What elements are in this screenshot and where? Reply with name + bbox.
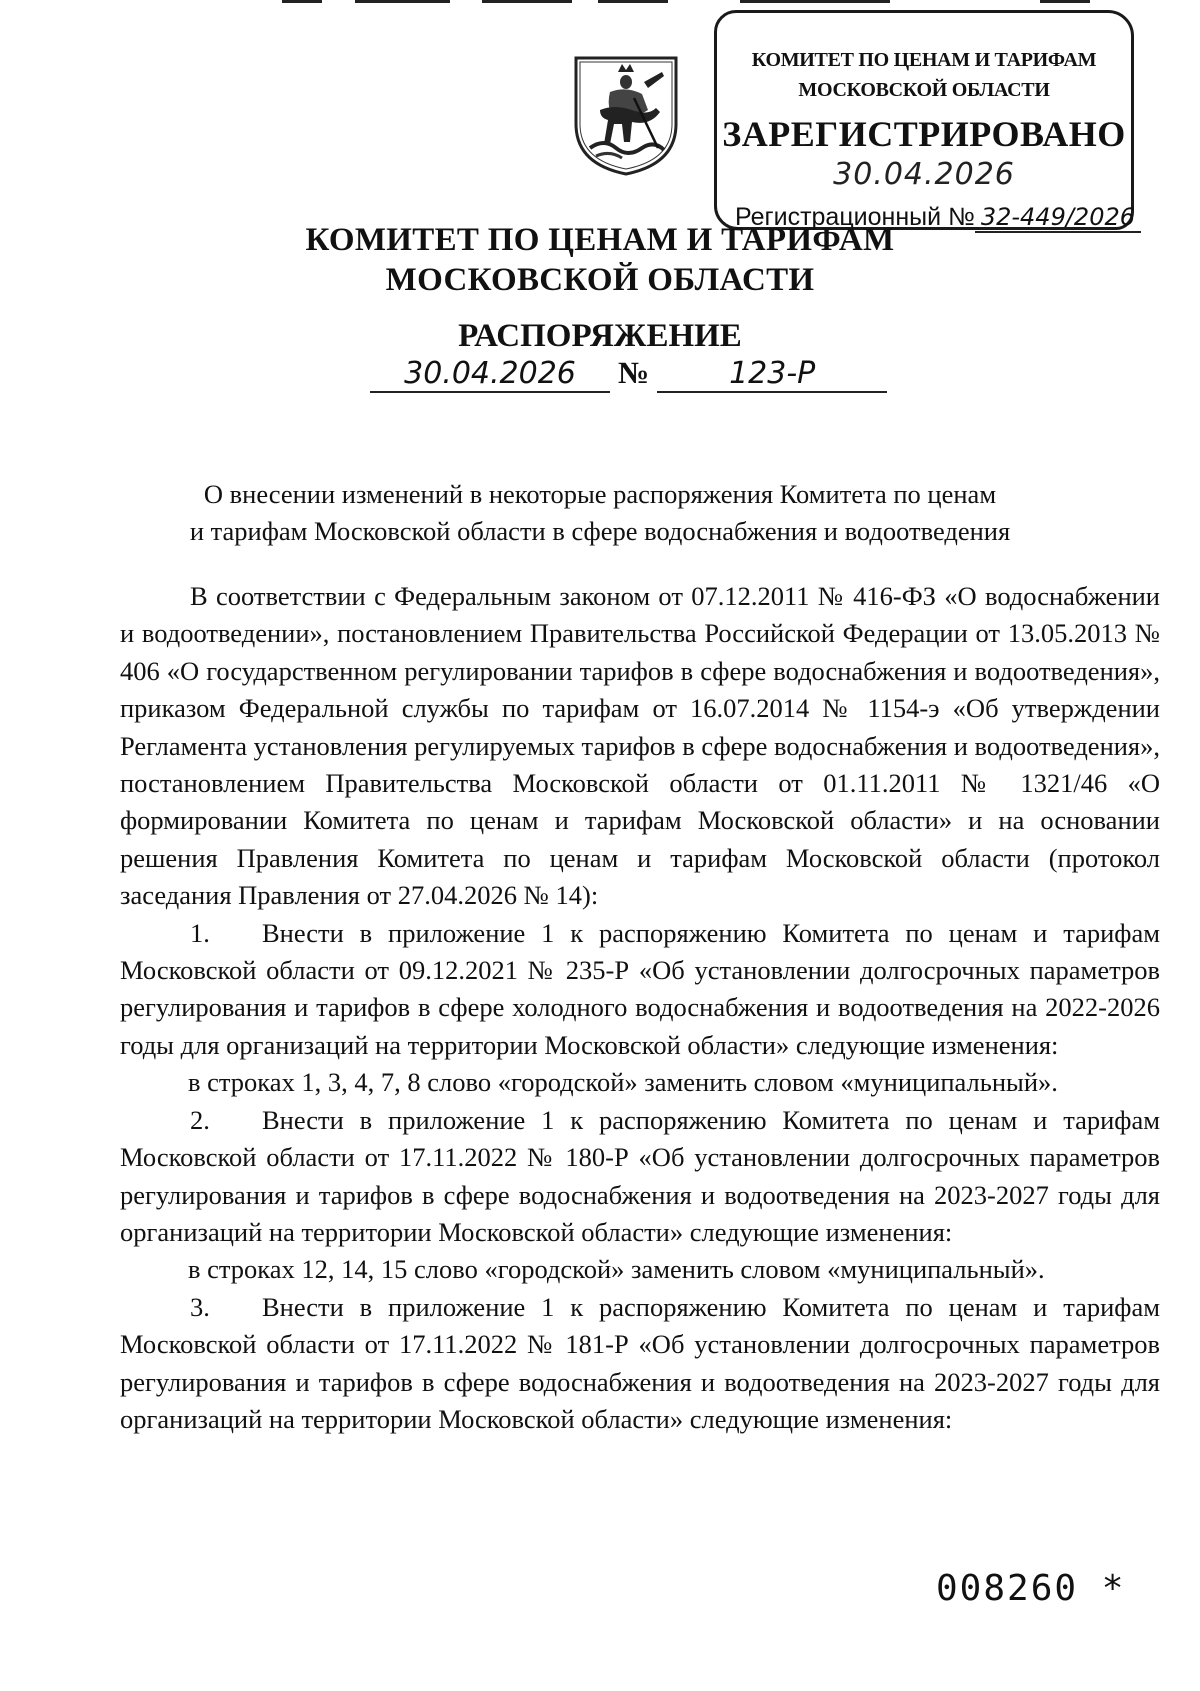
stamp-org-line1: КОМИТЕТ ПО ЦЕНАМ И ТАРИФАМ — [751, 49, 1097, 71]
item-3-paragraph — [120, 1289, 1160, 1439]
registration-stamp — [714, 10, 1134, 230]
document-subject — [0, 476, 1200, 550]
document-date-number-line — [370, 355, 880, 399]
subject-line2: и тарифам Московской области в сфере водоснабжения и водоотведения — [189, 516, 1011, 546]
stamp-date: 30.04.2026 — [833, 157, 1015, 192]
moscow-region-coat-of-arms-icon — [570, 52, 682, 178]
stamp-org-line2: МОСКОВСКОЙ ОБЛАСТИ — [798, 79, 1050, 101]
item-2-text: Внести в приложение 1 к распоряжению Комитета по ценам и тарифам Московской области от 17.11.2022 № 180-Р «Об установлении долгосрочных параметров регулирования и тарифов в сфере водоснабжения и водоотведения на 2023-2027 годы для организаций на территории Московской области» следующие изменения: — [120, 1104, 1160, 1247]
item-3-text: Внести в приложение 1 к распоряжению Комитета по ценам и тарифам Московской области от 17.11.2022 № 181-Р «Об установлении долгосрочных параметров регулирования и тарифов в сфере водоснабжения и водоотведения на 2023-2027 годы для организаций на территории Московской области» следующие изменения: — [120, 1291, 1160, 1434]
item-1-text: Внести в приложение 1 к распоряжению Комитета по ценам и тарифам Московской области от 09.12.2021 № 235-Р «Об установлении долгосрочных параметров регулирования и тарифов в сфере холодного водоснабжения и водоотведения на 2022-2026 годы для организаций на территории Московской области» следующие изменения: — [120, 917, 1160, 1060]
preamble-paragraph: В соответствии с Федеральным законом от 07.12.2011 № 416-ФЗ «О водоснабжении и водоотведении», постановлением Правительства Российской Федерации от 13.05.2013 № 406 «О государственном регулировании тарифов в сфере водоснабжения и водоотведения», приказом Федеральной службы по тарифам от 16.07.2014 № 1154-э «Об утверждении Регламента установления регулируемых тарифов в сфере водоснабжения и водоотведения», постановлением Правительства Московской области от 01.11.2011 № 1321/46 «О формировании Комитета по ценам и тарифам Московской области» и на основании решения Правления Комитета по ценам и тарифам Московской области (протокол заседания Правления от 27.04.2026 № 14): — [120, 581, 1160, 911]
stamp-reg-number: 32-449/2026 — [975, 203, 1141, 233]
item-2-change: в строках 12, 14, 15 слово «городской» заменить словом «муниципальный». — [188, 1254, 1045, 1285]
org-title-line1: КОМИТЕТ ПО ЦЕНАМ И ТАРИФАМ — [305, 222, 895, 258]
document-number: 123-Р — [657, 356, 887, 393]
item-1-number: 1. — [190, 917, 210, 948]
subject-line1: О внесении изменений в некоторые распоряжения Комитета по ценам — [203, 479, 997, 509]
item-1-paragraph — [120, 915, 1160, 1065]
item-3-number: 3. — [190, 1291, 210, 1322]
item-2-paragraph — [120, 1102, 1160, 1252]
stamp-reg-label: Регистрационный № — [735, 203, 975, 231]
stamp-status: ЗАРЕГИСТРИРОВАНО — [722, 114, 1126, 154]
item-2-number: 2. — [190, 1104, 210, 1135]
document-date: 30.04.2026 — [370, 356, 610, 393]
item-1-change: в строках 1, 3, 4, 7, 8 слово «городской» заменить словом «муниципальный». — [188, 1067, 1058, 1098]
document-body — [120, 578, 1160, 1438]
form-serial-number: 008260 * — [936, 1568, 1126, 1609]
number-sign: № — [618, 355, 650, 390]
org-title-line2: МОСКОВСКОЙ ОБЛАСТИ — [385, 262, 815, 298]
document-type: РАСПОРЯЖЕНИЕ — [458, 318, 742, 354]
scan-top-marks — [0, 0, 1200, 8]
